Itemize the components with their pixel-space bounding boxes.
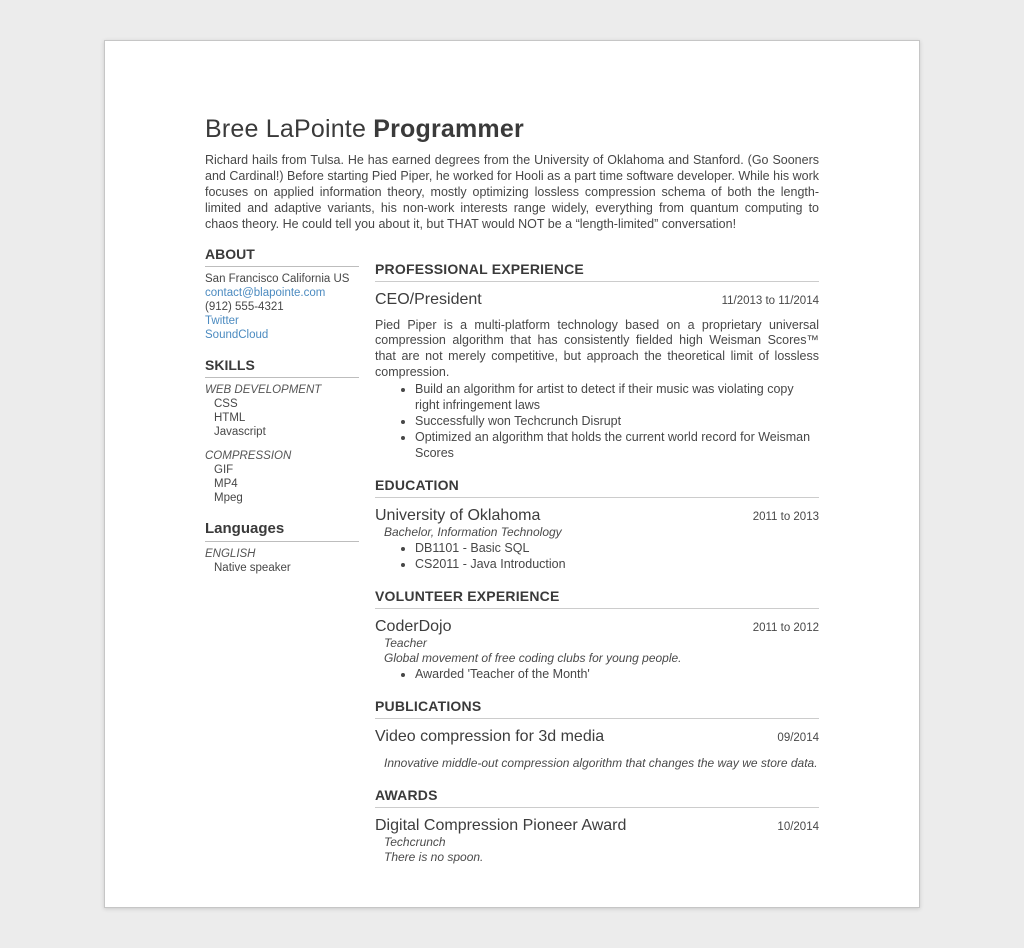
job-description: Pied Piper is a multi-platform technology based on a proprietary universal compression algorithm that has consistently fielded high Weisman Scores™ that are not merely competitive, but approach the theoretical limit of lossless compression. bbox=[375, 317, 819, 380]
awards-heading: AWARDS bbox=[375, 787, 819, 808]
main-column bbox=[375, 246, 819, 866]
school-dates: 2011 to 2013 bbox=[752, 511, 819, 524]
publication-entry bbox=[375, 728, 819, 771]
about-heading: ABOUT bbox=[205, 246, 359, 267]
award-note: There is no spoon. bbox=[384, 850, 484, 865]
sidebar bbox=[205, 246, 359, 590]
skill-group bbox=[205, 383, 359, 439]
education-section bbox=[375, 477, 819, 572]
skill-item: Javascript bbox=[214, 425, 266, 438]
award-title: Digital Compression Pioneer Award bbox=[375, 817, 627, 835]
languages-heading: Languages bbox=[205, 520, 359, 542]
entry-header bbox=[375, 728, 819, 746]
experience-entry bbox=[375, 291, 819, 462]
skill-item: HTML bbox=[214, 411, 246, 424]
skill-item: Mpeg bbox=[214, 491, 243, 504]
volunteer-bullet: • Awarded 'Teacher of the Month' bbox=[415, 666, 819, 682]
volunteer-role: Teacher bbox=[384, 636, 427, 651]
job-bullet-list bbox=[375, 381, 819, 461]
education-bullet-list bbox=[375, 540, 819, 572]
volunteer-section bbox=[375, 588, 819, 682]
soundcloud-row bbox=[205, 328, 359, 342]
skill-item: CSS bbox=[214, 397, 238, 410]
resume-content bbox=[105, 41, 919, 865]
skills-heading: SKILLS bbox=[205, 357, 359, 378]
language-level: Native speaker bbox=[214, 561, 291, 574]
award-issuer: Techcrunch bbox=[384, 835, 446, 850]
skill-item: GIF bbox=[214, 463, 234, 476]
skill-category: COMPRESSION bbox=[205, 449, 292, 462]
job-title: CEO/President bbox=[375, 290, 482, 308]
job-bullet: • Optimized an algorithm that holds the current world record for Weisman Scores bbox=[415, 429, 819, 461]
education-entry bbox=[375, 507, 819, 572]
experience-section bbox=[375, 261, 819, 462]
twitter-link[interactable]: Twitter bbox=[205, 314, 239, 327]
soundcloud-link[interactable]: SoundCloud bbox=[205, 328, 269, 341]
publication-title: Video compression for 3d media bbox=[375, 728, 605, 746]
location-text: San Francisco California US bbox=[205, 272, 350, 285]
degree-text: Bachelor, Information Technology bbox=[384, 525, 562, 540]
two-column-layout bbox=[205, 246, 819, 866]
entry-header bbox=[375, 618, 819, 636]
job-dates: 11/2013 to 11/2014 bbox=[721, 294, 819, 307]
summary-paragraph: Richard hails from Tulsa. He has earned degrees from the University of Oklahoma and Stanford. (Go Sooners and Cardinal!) Before starting Pied Piper, he worked for Hooli as a part time software developer. While his work focuses on applied information theory, mostly optimizing lossless compression schema of both the length-limited and adaptive variants, his non-work interests range widely, everything from quantum computing to chaos theory. He could tell you about it, but THAT would NOT be a “length-limited” conversation! bbox=[205, 153, 819, 231]
skill-group bbox=[205, 449, 359, 505]
volunteer-dates: 2011 to 2012 bbox=[752, 622, 819, 635]
job-bullet: • Build an algorithm for artist to detect if their music was violating copy right infringement laws bbox=[415, 381, 819, 413]
email-link[interactable]: contact@blapointe.com bbox=[205, 286, 326, 299]
candidate-role: Programmer bbox=[373, 115, 524, 143]
award-date: 10/2014 bbox=[777, 821, 819, 834]
volunteer-entry bbox=[375, 618, 819, 682]
publication-date: 09/2014 bbox=[777, 732, 819, 745]
skill-category: WEB DEVELOPMENT bbox=[205, 383, 322, 396]
page-title bbox=[205, 115, 819, 144]
volunteer-heading: VOLUNTEER EXPERIENCE bbox=[375, 588, 819, 609]
publications-section bbox=[375, 698, 819, 771]
candidate-name: Bree LaPointe bbox=[205, 115, 367, 143]
education-heading: EDUCATION bbox=[375, 477, 819, 498]
language-group bbox=[205, 547, 359, 575]
volunteer-note: Global movement of free coding clubs for young people. bbox=[384, 651, 682, 666]
language-name: ENGLISH bbox=[205, 547, 256, 560]
email-row bbox=[205, 286, 359, 300]
volunteer-bullet-list bbox=[375, 666, 819, 682]
school-name: University of Oklahoma bbox=[375, 507, 541, 525]
job-bullet: • Successfully won Techcrunch Disrupt bbox=[415, 413, 819, 429]
languages-section bbox=[205, 520, 359, 575]
entry-header bbox=[375, 507, 819, 525]
phone-text: (912) 555-4321 bbox=[205, 300, 284, 313]
about-section bbox=[205, 246, 359, 342]
entry-header bbox=[375, 817, 819, 835]
publication-note: Innovative middle-out compression algorithm that changes the way we store data. bbox=[384, 756, 818, 771]
skill-item: MP4 bbox=[214, 477, 238, 490]
education-bullet: • CS2011 - Java Introduction bbox=[415, 556, 819, 572]
awards-section bbox=[375, 787, 819, 865]
organization-name: CoderDojo bbox=[375, 618, 452, 636]
twitter-row bbox=[205, 314, 359, 328]
education-bullet: • DB1101 - Basic SQL bbox=[415, 540, 819, 556]
about-list bbox=[205, 272, 359, 342]
skills-section bbox=[205, 357, 359, 505]
award-entry bbox=[375, 817, 819, 865]
entry-header bbox=[375, 291, 819, 309]
resume-page bbox=[104, 40, 920, 908]
experience-heading: PROFESSIONAL EXPERIENCE bbox=[375, 261, 819, 282]
publications-heading: PUBLICATIONS bbox=[375, 698, 819, 719]
